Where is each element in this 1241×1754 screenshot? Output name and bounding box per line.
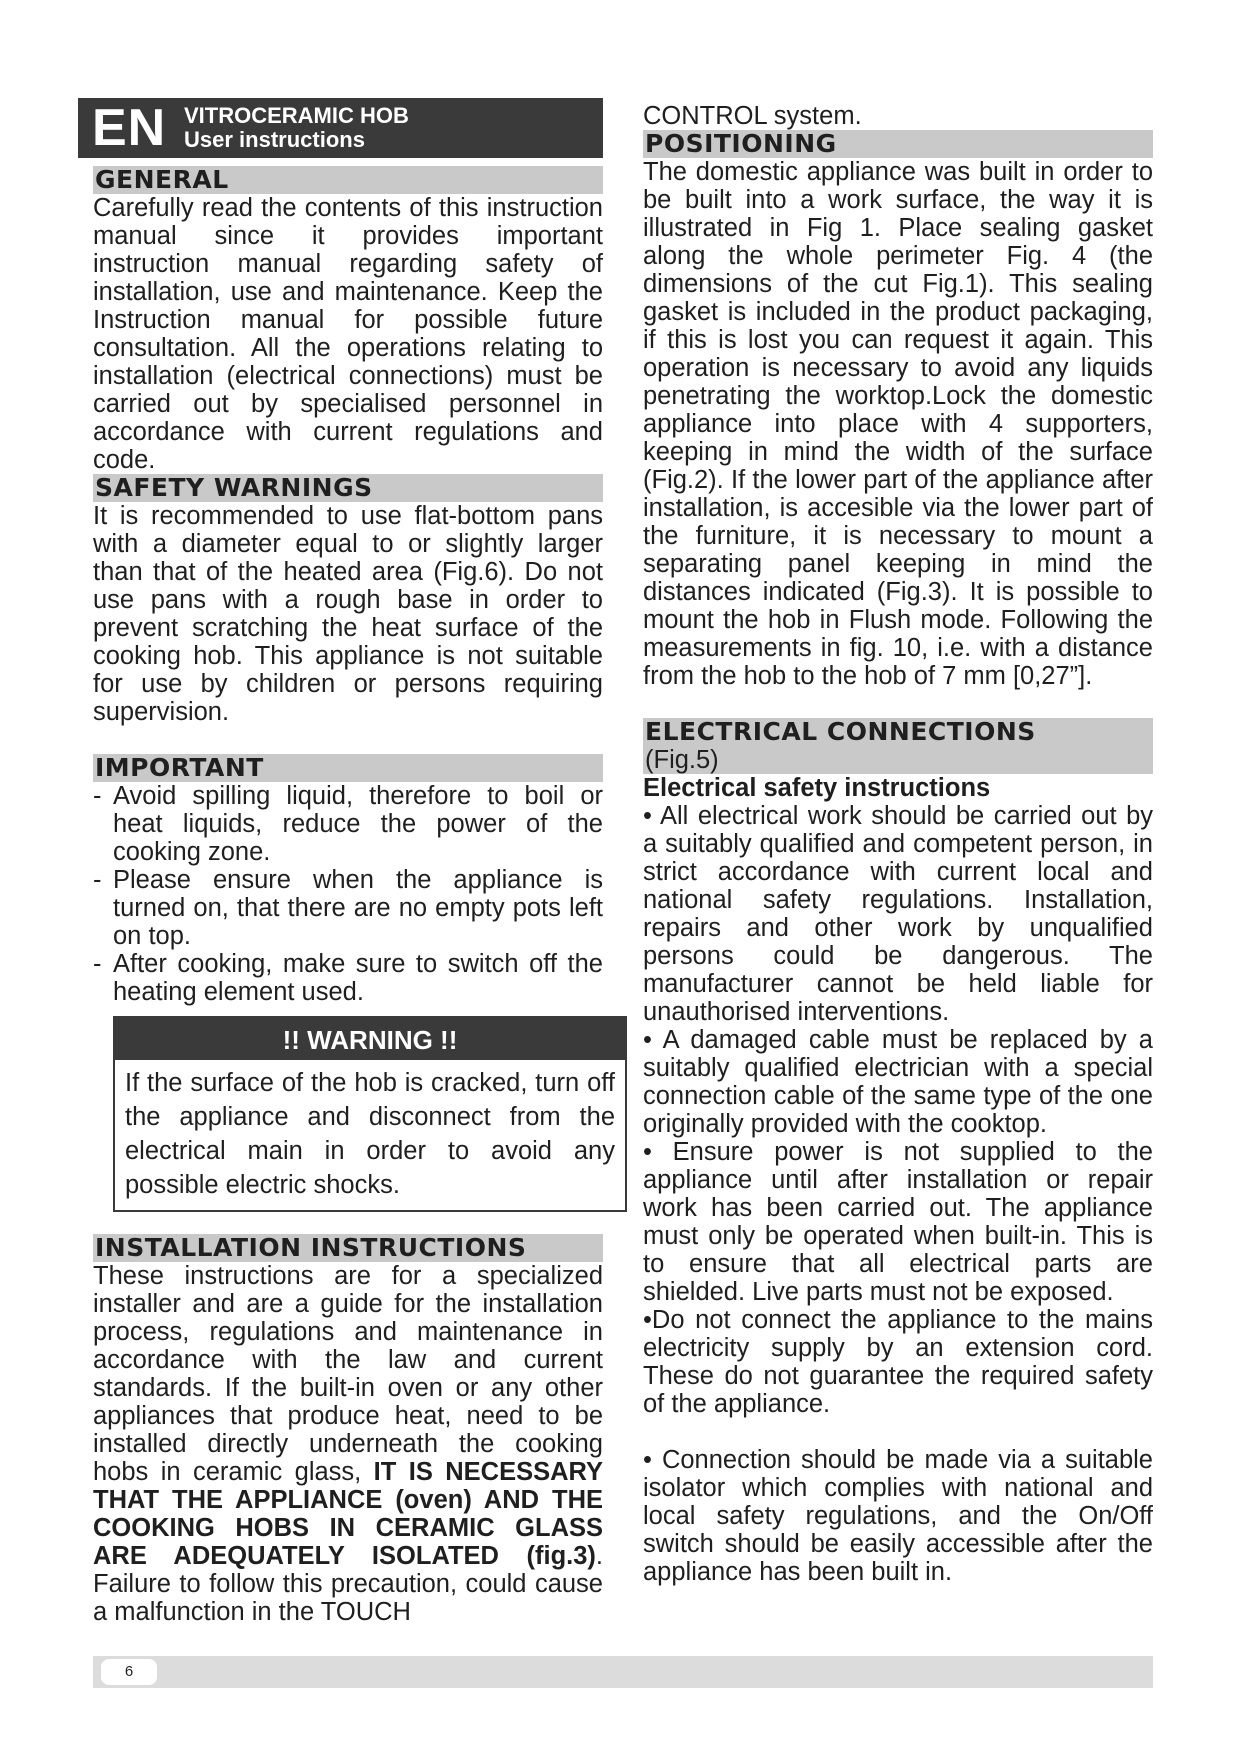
electrical-p2: • A damaged cable must be replaced by a suitably qualified electrician with a special connection cable of the same type of the one originally provided with the cooktop. — [643, 1026, 1153, 1138]
electrical-heading-block — [643, 718, 1153, 774]
electrical-p4: •Do not connect the appliance to the mains electricity supply by an extension cord. These do not guarantee the required safety of the appliance. — [643, 1306, 1153, 1418]
important-item-2: Please ensure when the appliance is turned on, that there are no empty pots left on top. — [113, 866, 603, 950]
language-code: EN — [92, 99, 167, 157]
list-item — [93, 782, 603, 866]
list-item — [93, 950, 603, 1006]
list-bullet: - — [93, 782, 102, 810]
important-item-1: Avoid spilling liquid, therefore to boil or heat liquids, reduce the power of the cooking zone. — [113, 782, 603, 866]
left-column — [93, 165, 615, 1626]
right-column — [643, 102, 1153, 1586]
general-text: Carefully read the contents of this instruction manual since it provides important instruction manual regarding safety of installation, use and maintenance. Keep the Instruction manual for possible future consultation. All the operations relating to installation (electrical connections) must be carried out by specialised personnel in accordance with current regulations and code. — [93, 194, 603, 474]
warning-box — [113, 1016, 627, 1212]
installation-continuation: CONTROL system. — [643, 102, 862, 130]
general-heading: GENERAL — [93, 166, 603, 194]
electrical-subheading: Electrical safety instructions — [643, 774, 991, 802]
important-item-3: After cooking, make sure to switch off the heating element used. — [113, 950, 603, 1006]
warning-text: If the surface of the hob is cracked, turn off the appliance and disconnect from the electrical main in order to avoid any possible electric shocks. — [125, 1069, 615, 1199]
electrical-p3: • Ensure power is not supplied to the appliance until after installation or repair work has been carried out. The appliance must only be operated when built-in. This is to ensure that all electrical parts are shielded. Live parts must not be exposed. — [643, 1138, 1153, 1306]
document-title: VITROCERAMIC HOB — [184, 103, 409, 128]
document-subtitle: User instructions — [184, 127, 365, 152]
electrical-p5: • Connection should be made via a suitable isolator which complies with national and local safety regulations, and the On/Off switch should be easily accessible after the appliance has been built in. — [643, 1446, 1153, 1586]
electrical-fig: (Fig.5) — [645, 746, 719, 774]
list-bullet: - — [93, 866, 102, 894]
warning-title: !! WARNING !! — [115, 1018, 625, 1060]
safety-text: It is recommended to use flat-bottom pans with a diameter equal to or slightly larger than that of the heated area (Fig.6). Do not use pans with a rough base in order to prevent scratching the heat surface of the cooking hob. This appliance is not suitable for use by children or persons requiring supervision. — [93, 502, 603, 726]
installation-text-a: These instructions are for a specialized installer and are a guide for the installation process, regulations and maintenance in accordance with the law and current standards. If the built-in oven or any other appliances that produce heat, need to be installed directly underneath the cooking hobs in ceramic glass, — [93, 1262, 603, 1486]
positioning-heading: POSITIONING — [643, 130, 1153, 158]
installation-text — [93, 1262, 603, 1626]
document-header — [78, 98, 603, 158]
electrical-p1: • All electrical work should be carried out by a suitably qualified and competent person, in strict accordance with current local and national safety regulations. Installation, repairs and other work by unqualified persons could be dangerous. The manufacturer cannot be held liable for unauthorised interventions. — [643, 802, 1153, 1026]
installation-heading: INSTALLATION INSTRUCTIONS — [93, 1234, 603, 1262]
important-heading: IMPORTANT — [93, 754, 603, 782]
electrical-heading: ELECTRICAL CONNECTIONS — [645, 717, 1036, 746]
list-bullet: - — [93, 950, 102, 978]
safety-heading: SAFETY WARNINGS — [93, 474, 603, 502]
list-item — [93, 866, 603, 950]
installation-text-b: . Failure to follow this precaution, could cause a malfunction in the TOUCH — [93, 1542, 603, 1626]
installation-text-bold: IT IS NECESSARY THAT THE APPLIANCE (oven) AND THE COOKING HOBS IN CERAMIC GLASS ARE ADEQUATELY ISOLATED (fig.3) — [93, 1458, 604, 1570]
page-footer — [93, 1656, 1153, 1688]
page-number: 6 — [101, 1659, 157, 1685]
positioning-text: The domestic appliance was built in order to be built into a work surface, the way it is illustrated in Fig 1. Place sealing gasket along the whole perimeter Fig. 4 (the dimensions of the cut Fig.1). This sealing gasket is included in the product packaging, if this is lost you can request it again. This operation is necessary to avoid any liquids penetrating the worktop.Lock the domestic appliance into place with 4 supporters, keeping in mind the width of the surface (Fig.2). If the lower part of the appliance after installation, is accesible via the lower part of the furniture, it is necessary to mount a separating panel keeping in mind the distances indicated (Fig.3). It is possible to mount the hob in Flush mode. Following the measurements in fig. 10, i.e. with a distance from the hob to the hob of 7 mm [0,27”]. — [643, 158, 1153, 690]
